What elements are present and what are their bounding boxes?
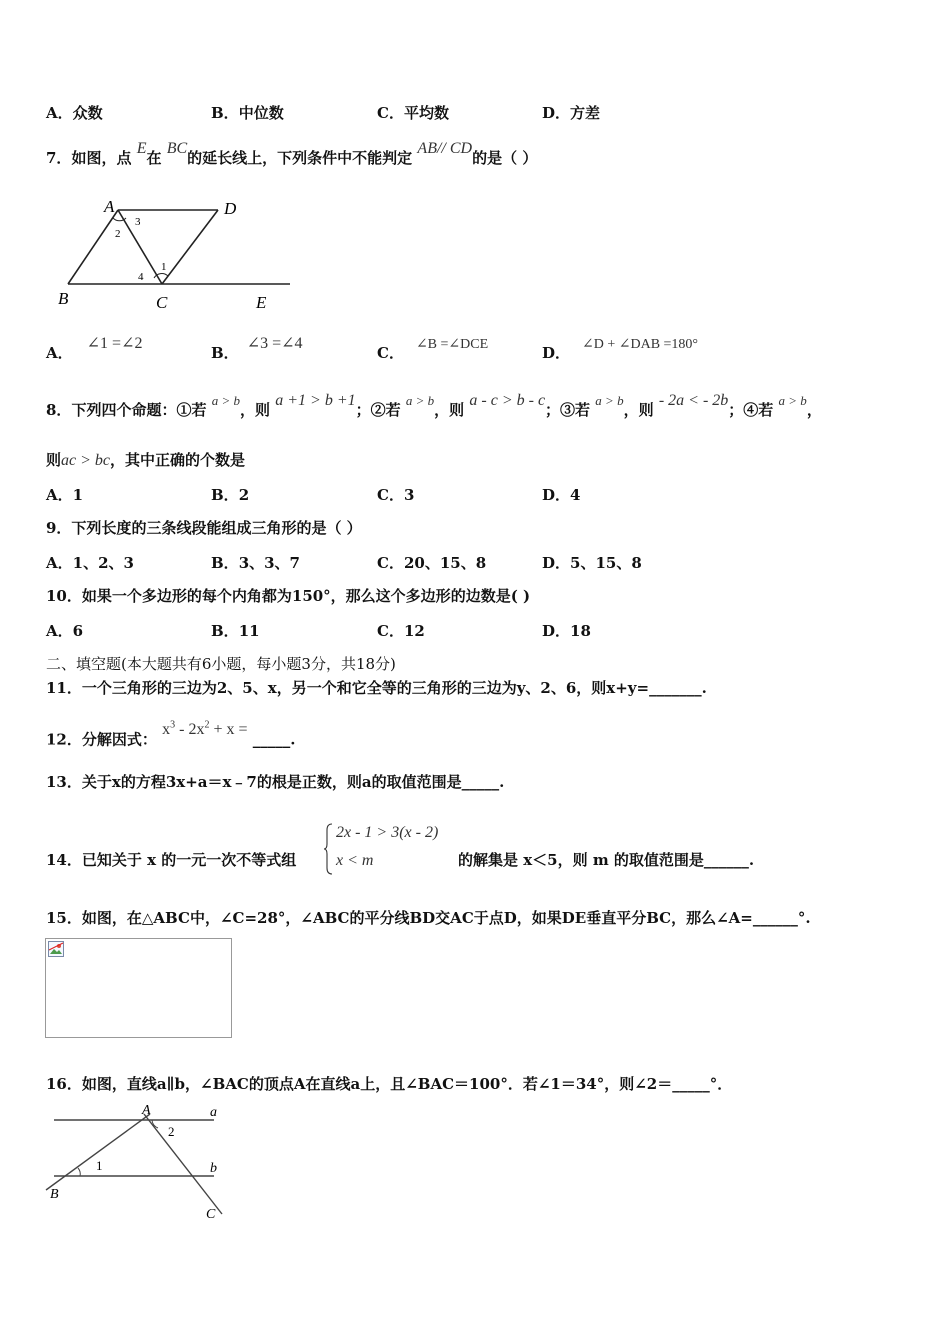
q9-option-d: D．5、15、8 (542, 554, 642, 572)
q7-option-c: C． ∠B =∠DCE (377, 337, 489, 362)
fig-angle-2: 2 (115, 228, 121, 240)
q9-stem: 9．下列长度的三条线段能组成三角形的是（ ） (46, 519, 362, 537)
fig2-label-line-b: b (210, 1161, 217, 1176)
q14-inequality-2: x < m (336, 852, 374, 869)
q8-option-d: D．4 (542, 486, 581, 504)
fig-label-e: E (256, 293, 267, 312)
q7-option-d: D． ∠D + ∠DAB =180° (542, 337, 699, 362)
q6-option-d: D．方差 (542, 104, 601, 122)
q8-stem-line2: 则ac > bc，其中正确的个数是 (46, 451, 246, 469)
section-2-heading: 二、填空题(本大题共有6小题，每小题3分，共18分) (46, 655, 396, 673)
q15-missing-image (45, 938, 232, 1038)
q14-brace (324, 822, 334, 876)
fig2-angle-1: 1 (96, 1158, 103, 1173)
q10-option-c: C．12 (377, 622, 425, 640)
q15-stem: 15．如图，在△ABC中，∠C=28°，∠ABC的平分线BD交AC于点D，如果DE垂直平分BC，那么∠A=______°. (46, 909, 811, 927)
q10-option-a: A．6 (46, 622, 84, 640)
q6-option-a: A．众数 (46, 104, 103, 122)
q9-option-c: C．20、15、8 (377, 554, 487, 572)
q8-option-b: B．2 (211, 486, 250, 504)
fig2-label-c-point: C (206, 1207, 216, 1222)
fig-angle-3: 3 (135, 216, 141, 228)
fig-angle-4: 4 (138, 271, 144, 283)
q14-stem-start: 14．已知关于 x 的一元一次不等式组 (46, 851, 297, 869)
q10-option-d: D．18 (542, 622, 591, 640)
fig-label-d: D (224, 199, 237, 218)
q16-stem: 16．如图，直线a∥b，∠BAC的顶点A在直线a上，且∠BAC＝100°．若∠1＝34°，则∠2＝_____°． (46, 1075, 733, 1093)
q8-option-a: A．1 (46, 486, 84, 504)
fig2-angle-2: 2 (168, 1124, 175, 1139)
fig-angle-1: 1 (161, 261, 167, 273)
q9-option-b: B．3、3、7 (211, 554, 300, 572)
q11-stem: 11．一个三角形的三边为2、5、x，另一个和它全等的三角形的三边为y、2、6，则x+y=_______. (46, 679, 707, 697)
q12-stem: 12．分解因式： $x^3 - 2x^2 + x$ = _____. (46, 720, 296, 749)
q13-stem: 13．关于x的方程3x+a＝x﹣7的根是正数，则a的取值范围是_____. (46, 773, 505, 791)
q7-option-a: A．∠1 =∠2 (46, 335, 143, 362)
q10-stem: 10．如果一个多边形的每个内角都为150°，那么这个多边形的边数是( ) (46, 587, 531, 605)
fig2-label-b-point: B (50, 1187, 59, 1202)
broken-image-icon (48, 941, 64, 957)
q7-figure (50, 192, 300, 314)
q8-option-c: C．3 (377, 486, 415, 504)
q7-option-b: B．∠3 =∠4 (211, 335, 303, 362)
q10-option-b: B．11 (211, 622, 260, 640)
q14-stem-end: 的解集是 x＜5，则 m 的取值范围是______. (458, 851, 755, 869)
fig-label-c: C (156, 293, 168, 312)
fig-label-b: B (58, 289, 69, 308)
fig2-label-a-point: A (142, 1103, 151, 1118)
q9-option-a: A．1、2、3 (46, 554, 134, 572)
q14-inequality-1: 2x - 1 > 3(x - 2) (336, 824, 439, 841)
q8-stem: 8．下列四个命题：①若 a > b，则 a +1 > b +1；②若 a > b，则 a - c > b - c；③若 a > b，则 - 2a < - 2b；④若 a > b， (46, 392, 822, 419)
q16-figure (44, 1100, 234, 1222)
fig-label-a: A (104, 197, 115, 216)
q7-stem: 7．如图，点 E在 BC的延长线上，下列条件中不能判定 AB// CD的是（ ） (46, 140, 538, 167)
q6-option-c: C．平均数 (377, 104, 449, 122)
q6-option-b: B．中位数 (211, 104, 284, 122)
fig2-label-line-a: a (210, 1105, 217, 1120)
